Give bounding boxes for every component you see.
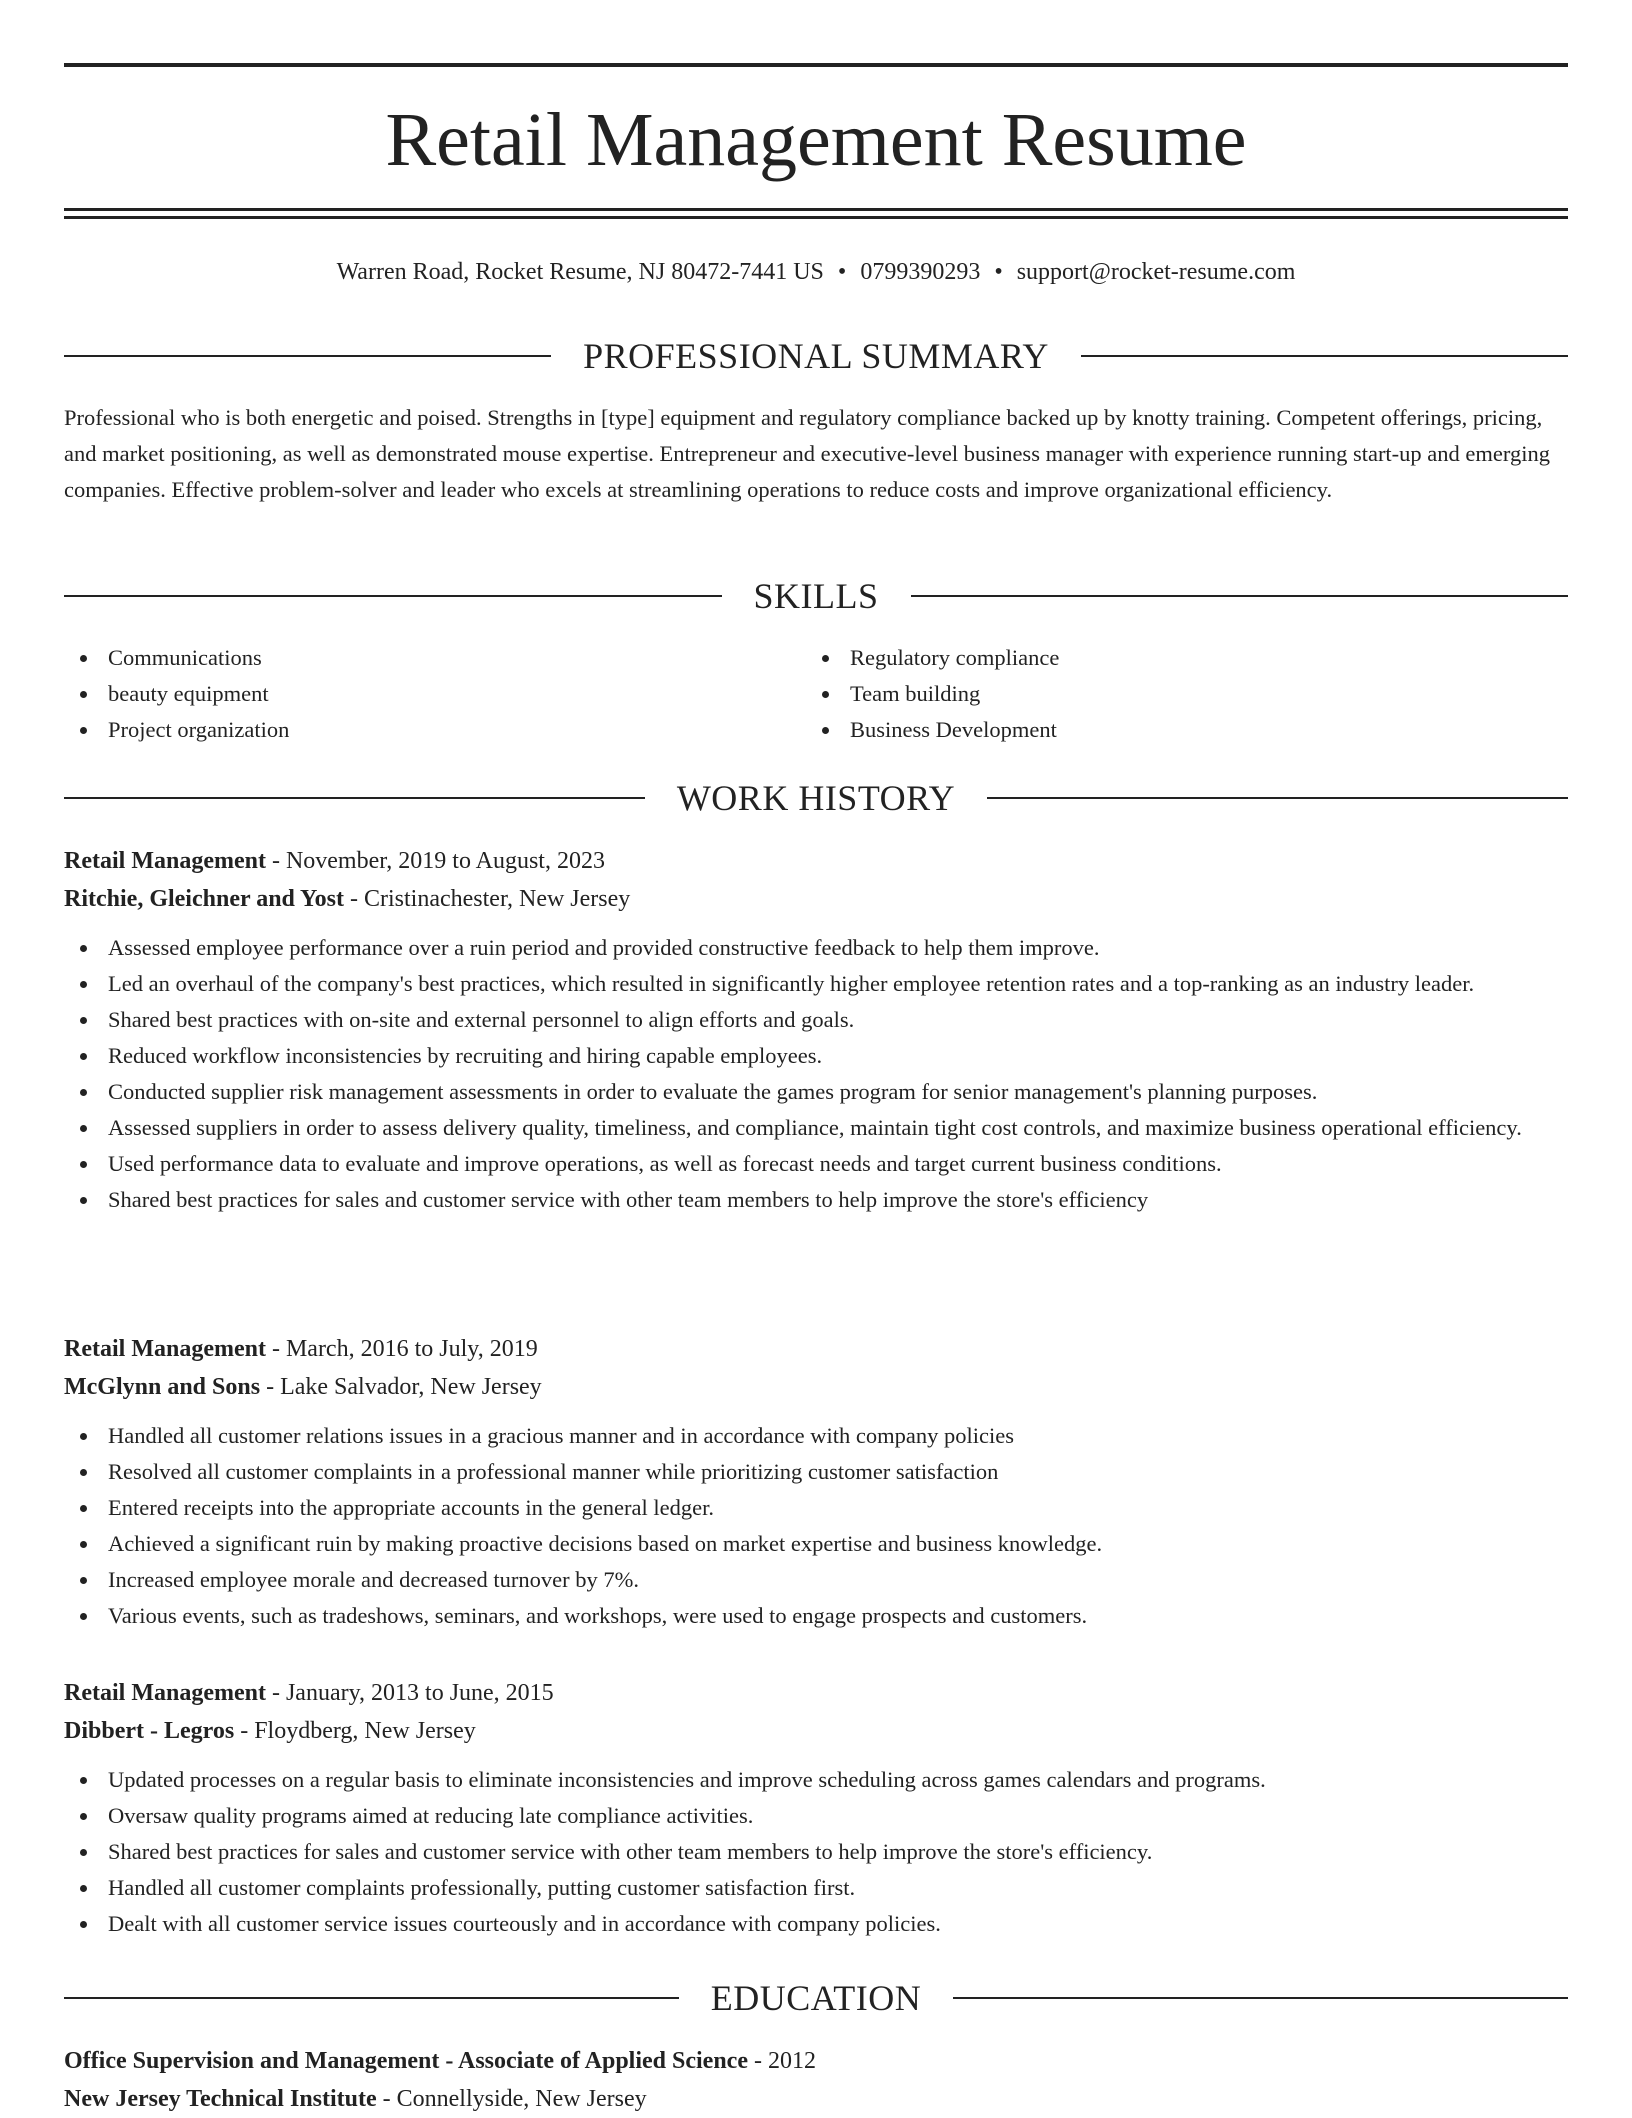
heading-rule-left: [64, 595, 722, 597]
heading-rule-left: [64, 797, 645, 799]
contact-separator: •: [994, 259, 1003, 285]
job-dates: - January, 2013 to June, 2015: [265, 1680, 554, 1706]
job-location: - Floydberg, New Jersey: [234, 1718, 476, 1744]
contact-address: Warren Road, Rocket Resume, NJ 80472-7441 US: [336, 259, 824, 285]
heading-rule-left: [64, 1997, 679, 1999]
section-title: EDUCATION: [710, 1978, 922, 2018]
job-title: Retail Management: [64, 1680, 266, 1706]
heading-rule-right: [987, 797, 1568, 799]
skills-column-left: [64, 640, 806, 748]
job-bullet: Handled all customer complaints professionally, putting customer satisfaction first.: [64, 1870, 1568, 1906]
section-title: PROFESSIONAL SUMMARY: [583, 336, 1049, 376]
job-bullet: Shared best practices for sales and customer service with other team members to help improve the store's efficiency: [64, 1182, 1568, 1218]
job-title-line: [64, 1330, 1568, 1368]
contact-phone: 0799390293: [860, 259, 981, 285]
job-company-line: [64, 1712, 1568, 1750]
education-school-line: [64, 2080, 1568, 2118]
education-entry: [64, 2042, 1568, 2118]
section-title: WORK HISTORY: [676, 778, 956, 818]
top-rule: [64, 63, 1568, 67]
education-degree: Office Supervision and Management - Associate of Applied Science: [64, 2048, 748, 2074]
skill-item: Communications: [64, 640, 806, 676]
summary-text: Professional who is both energetic and poised. Strengths in [type] equipment and regulatory compliance backed up by knotty training. Competent offerings, pricing, and market positioning, as well as demonstrated mouse expertise. Entrepreneur and executive-level business manager with experience running start-up and emerging companies. Effective problem-solver and leader who excels at streamlining operations to reduce costs and improve organizational efficiency.: [64, 405, 1550, 502]
job-bullet: Resolved all customer complaints in a professional manner while prioritizing customer satisfaction: [64, 1454, 1568, 1490]
job-entry: [64, 1674, 1568, 1942]
contact-email: support@rocket-resume.com: [1016, 259, 1296, 285]
job-location: - Cristinachester, New Jersey: [344, 886, 631, 912]
heading-rule-right: [1081, 355, 1568, 357]
education-degree-line: [64, 2042, 1568, 2080]
education-year: - 2012: [747, 2048, 816, 2074]
job-title-line: [64, 1674, 1568, 1712]
heading-rule-right: [911, 595, 1569, 597]
education-school: New Jersey Technical Institute: [64, 2086, 377, 2112]
job-bullet: Oversaw quality programs aimed at reducing late compliance activities.: [64, 1798, 1568, 1834]
resume-title: Retail Management Resume: [385, 98, 1247, 182]
job-bullet: Dealt with all customer service issues courteously and in accordance with company policies.: [64, 1906, 1568, 1942]
skills-list: [64, 640, 1568, 748]
job-bullet: Conducted supplier risk management assessments in order to evaluate the games program for senior management's planning purposes.: [64, 1074, 1568, 1110]
job-bullets: [64, 930, 1568, 1218]
contact-separator: •: [837, 259, 847, 285]
job-bullet: Reduced workflow inconsistencies by recruiting and hiring capable employees.: [64, 1038, 1568, 1074]
work-heading: [64, 773, 1568, 823]
job-bullet: Used performance data to evaluate and improve operations, as well as forecast needs and target current business conditions.: [64, 1146, 1568, 1182]
summary-heading: [64, 331, 1568, 381]
job-bullet: Led an overhaul of the company's best practices, which resulted in significantly higher employee retention rates and a top-ranking as an industry leader.: [64, 966, 1568, 1002]
skills-heading: [64, 571, 1568, 621]
job-bullets: [64, 1418, 1568, 1634]
skill-item: beauty equipment: [64, 676, 806, 712]
job-dates: - March, 2016 to July, 2019: [265, 1336, 538, 1362]
job-company-line: [64, 880, 1568, 918]
job-bullet: Entered receipts into the appropriate accounts in the general ledger.: [64, 1490, 1568, 1526]
job-bullet: Various events, such as tradeshows, seminars, and workshops, were used to engage prospects and customers.: [64, 1598, 1568, 1634]
job-bullet: Achieved a significant ruin by making proactive decisions based on market expertise and business knowledge.: [64, 1526, 1568, 1562]
job-location: - Lake Salvador, New Jersey: [260, 1374, 542, 1400]
contact-line: [64, 252, 1568, 292]
title-rule-upper: [64, 208, 1568, 211]
education-location: - Connellyside, New Jersey: [376, 2086, 647, 2112]
skill-item: Project organization: [64, 712, 806, 748]
job-bullets: [64, 1762, 1568, 1942]
job-company: Ritchie, Gleichner and Yost: [64, 886, 344, 912]
job-entry: [64, 842, 1568, 1218]
job-company: McGlynn and Sons: [64, 1374, 261, 1400]
job-bullet: Assessed employee performance over a ruin period and provided constructive feedback to help them improve.: [64, 930, 1568, 966]
heading-rule-right: [953, 1997, 1568, 1999]
job-bullet: Increased employee morale and decreased turnover by 7%.: [64, 1562, 1568, 1598]
job-company-line: [64, 1368, 1568, 1406]
job-company: Dibbert - Legros: [64, 1718, 235, 1744]
section-title: SKILLS: [753, 576, 879, 616]
job-title-line: [64, 842, 1568, 880]
skill-item: Regulatory compliance: [806, 640, 1548, 676]
title-rule-lower: [64, 216, 1568, 219]
job-entry: [64, 1330, 1568, 1634]
skill-item: Team building: [806, 676, 1548, 712]
skills-column-right: [806, 640, 1548, 748]
job-title: Retail Management: [64, 848, 266, 874]
job-bullet: Updated processes on a regular basis to eliminate inconsistencies and improve scheduling across games calendars and programs.: [64, 1762, 1568, 1798]
job-dates: - November, 2019 to August, 2023: [265, 848, 605, 874]
heading-rule-left: [64, 355, 551, 357]
job-bullet: Shared best practices for sales and customer service with other team members to help improve the store's efficiency.: [64, 1834, 1568, 1870]
education-heading: [64, 1973, 1568, 2023]
job-title: Retail Management: [64, 1336, 266, 1362]
job-bullet: Shared best practices with on-site and external personnel to align efforts and goals.: [64, 1002, 1568, 1038]
skill-item: Business Development: [806, 712, 1548, 748]
job-bullet: Assessed suppliers in order to assess delivery quality, timeliness, and compliance, maintain tight cost controls, and maximize business operational efficiency.: [64, 1110, 1568, 1146]
job-bullet: Handled all customer relations issues in a gracious manner and in accordance with company policies: [64, 1418, 1568, 1454]
